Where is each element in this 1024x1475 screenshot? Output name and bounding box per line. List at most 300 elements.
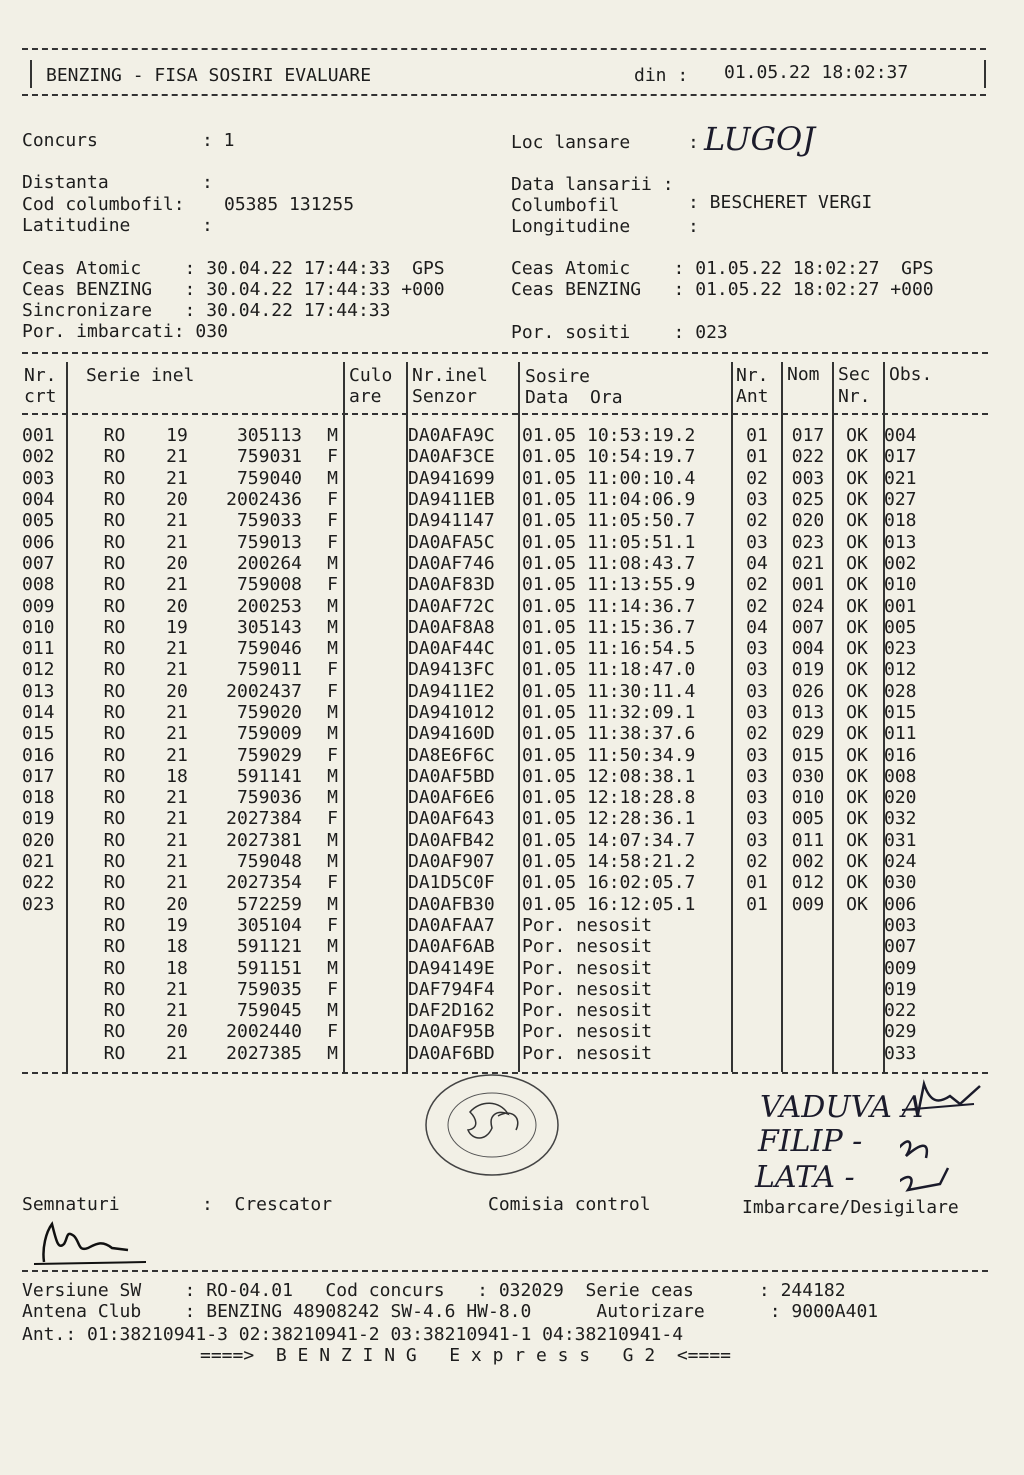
cell-obs: 023	[884, 638, 917, 660]
cell-antenna: 03	[746, 765, 768, 787]
cell-arrival: 01.05 12:08:38.1	[522, 765, 696, 787]
page-title: BENZING - FISA SOSIRI EVALUARE	[46, 65, 372, 86]
cell-color	[344, 787, 404, 808]
cell-nom	[782, 936, 834, 957]
cell-color	[344, 851, 404, 872]
cell-ring: 2027385	[226, 1042, 302, 1064]
cell-obs: 007	[884, 936, 917, 958]
cell-arrival: 01.05 11:50:34.9	[522, 744, 696, 766]
cell-country: RO	[103, 744, 126, 766]
cell-sensor: DA0AFA5C	[408, 531, 495, 553]
cell-nr: 007	[22, 552, 55, 574]
cell-sec: OK	[846, 489, 868, 511]
table-row	[22, 489, 944, 510]
table-row	[22, 979, 944, 1000]
cell-nom: 030	[791, 765, 825, 787]
cell-arrival: 01.05 10:53:19.2	[522, 425, 696, 447]
cell-year: 19	[166, 914, 188, 936]
handwritten-name-2: FILIP -	[758, 1124, 863, 1159]
cell-color	[344, 681, 404, 702]
cell-obs: 010	[884, 574, 917, 596]
cell-sex: M	[327, 595, 338, 617]
cell-sec: OK	[846, 808, 868, 830]
cell-antenna: 03	[746, 531, 768, 553]
cell-country: RO	[103, 914, 126, 936]
cell-sensor: DA0AFA9C	[408, 425, 495, 447]
cell-ring: 2027384	[226, 808, 302, 830]
cell-color	[344, 979, 404, 1000]
cell-arrival: 01.05 11:38:37.6	[522, 723, 696, 745]
cell-sensor: DA94160D	[408, 723, 495, 745]
din-label: din :	[634, 65, 689, 86]
cell-obs: 009	[884, 957, 917, 979]
cell-arrival: 01.05 10:54:19.7	[522, 446, 696, 468]
cell-antenna: 03	[746, 808, 768, 830]
cell-sec: OK	[846, 702, 868, 723]
table-row	[22, 766, 944, 787]
table-row	[22, 659, 944, 680]
cell-ring: 759008	[236, 574, 302, 596]
cell-sensor: DA8E6F6C	[408, 744, 495, 766]
cell-arrival: Por. nesosit	[522, 1042, 653, 1064]
table-row	[22, 681, 944, 702]
loc-label: Loc lansare	[511, 132, 631, 153]
cell-ring: 759035	[236, 978, 302, 1000]
cell-color	[344, 936, 404, 957]
cell-color	[344, 1043, 404, 1064]
cell-nr	[22, 979, 67, 1000]
cell-sex: M	[327, 893, 338, 915]
table-top-rule	[22, 352, 988, 354]
cell-ring: 759011	[236, 659, 302, 681]
cell-sec: OK	[846, 467, 868, 489]
cell-obs: 032	[884, 808, 917, 830]
col-dataora: Data Ora	[525, 387, 623, 408]
cell-sensor: DA0AF6E6	[408, 787, 495, 809]
cell-year: 20	[166, 680, 188, 702]
cell-nr: 011	[22, 638, 55, 660]
cell-obs: 003	[884, 914, 917, 936]
cell-sex: M	[327, 467, 338, 489]
cell-sec: OK	[846, 744, 868, 766]
cell-sex: M	[327, 702, 338, 723]
cell-sex: M	[327, 1042, 338, 1064]
table-row	[22, 468, 944, 489]
cell-arrival: 01.05 11:04:06.9	[522, 489, 696, 511]
cell-sex: M	[327, 851, 338, 873]
cell-color	[344, 830, 404, 851]
cell-arrival: 01.05 11:13:55.9	[522, 574, 696, 596]
cell-nom: 007	[791, 616, 825, 638]
cell-year: 21	[166, 872, 188, 894]
cell-sensor: DA9411EB	[408, 489, 495, 511]
cell-sec: OK	[846, 765, 868, 787]
cell-obs: 022	[884, 1000, 917, 1022]
table-row	[22, 1000, 944, 1021]
cell-sex: M	[327, 787, 338, 809]
cell-antenna	[732, 957, 782, 978]
cell-nr: 021	[22, 851, 55, 873]
cell-sex: F	[327, 872, 338, 894]
cell-year: 19	[166, 616, 188, 638]
sincronizare: Sincronizare : 30.04.22 17:44:33	[22, 300, 391, 321]
cell-arrival: Por. nesosit	[522, 978, 653, 1000]
cell-sex: M	[327, 638, 338, 660]
cell-arrival: 01.05 11:32:09.1	[522, 702, 696, 723]
cell-nr	[22, 1043, 67, 1064]
col-nrinel: Nr.inel	[412, 365, 488, 386]
loc-colon: :	[688, 132, 699, 153]
cell-arrival: 01.05 11:30:11.4	[522, 680, 696, 702]
table-row	[22, 915, 944, 936]
cell-color	[344, 574, 404, 595]
cell-country: RO	[103, 829, 126, 851]
latitudine-value: :	[202, 215, 213, 236]
cell-sensor: DA0AFB42	[408, 829, 495, 851]
cell-nr: 015	[22, 723, 55, 745]
cell-year: 21	[166, 638, 188, 660]
cell-nr	[22, 915, 67, 936]
table-row	[22, 617, 944, 638]
cell-nom: 002	[791, 851, 825, 873]
cell-obs: 019	[884, 978, 917, 1000]
table-row	[22, 957, 944, 978]
col-sec: Sec	[838, 364, 871, 385]
cell-sec: OK	[846, 723, 868, 745]
distanta-value: :	[202, 172, 213, 193]
cod-value: 05385 131255	[224, 194, 355, 215]
cell-arrival: 01.05 11:05:50.7	[522, 510, 696, 532]
footer-line-4: ====> B E N Z I N G E x p r e s s G 2 <====	[200, 1345, 732, 1366]
cell-sec	[834, 936, 880, 957]
cell-sex: M	[327, 616, 338, 638]
footer-rule	[22, 1270, 988, 1272]
cell-sex: F	[327, 744, 338, 766]
col-ant: Ant	[736, 386, 769, 407]
header-right-border	[984, 60, 986, 88]
cell-antenna: 02	[746, 851, 768, 873]
cell-sec: OK	[846, 552, 868, 574]
cell-nom: 009	[791, 893, 825, 915]
table-row	[22, 595, 944, 616]
cell-year: 19	[166, 425, 188, 447]
cell-obs: 017	[884, 446, 917, 468]
ceas-atomic-right: Ceas Atomic : 01.05.22 18:02:27 GPS	[511, 258, 934, 279]
cell-obs: 013	[884, 531, 917, 553]
cell-sensor: DA0AF44C	[408, 638, 495, 660]
cell-sensor: DA0AF6BD	[408, 1042, 495, 1064]
cell-year: 21	[166, 787, 188, 809]
cell-arrival: 01.05 11:14:36.7	[522, 595, 696, 617]
col-secnr: Nr.	[838, 386, 871, 407]
cell-sensor: DA0AFB30	[408, 893, 495, 915]
cell-nr: 017	[22, 765, 55, 787]
cell-sec: OK	[846, 595, 868, 617]
cell-country: RO	[103, 808, 126, 830]
cell-color	[344, 957, 404, 978]
cell-nr: 010	[22, 616, 55, 638]
cell-sec: OK	[846, 446, 868, 468]
cell-color	[344, 723, 404, 744]
columbofil-value: : BESCHERET VERGI	[688, 192, 873, 213]
cell-arrival: 01.05 11:16:54.5	[522, 638, 696, 660]
comisia-label: Comisia control	[488, 1194, 651, 1215]
cell-nr: 006	[22, 531, 55, 553]
cell-nom: 024	[791, 595, 825, 617]
cell-color	[344, 766, 404, 787]
col-senzor: Senzor	[412, 386, 478, 407]
cell-arrival: 01.05 14:58:21.2	[522, 851, 696, 873]
cell-color	[344, 425, 404, 446]
cell-ring: 305104	[236, 914, 302, 936]
cell-color	[344, 553, 404, 574]
cell-sex: M	[327, 957, 338, 979]
cell-country: RO	[103, 552, 126, 574]
cell-nom: 011	[791, 829, 825, 851]
cell-antenna	[732, 1000, 782, 1021]
cell-antenna: 02	[746, 510, 768, 532]
cell-antenna	[732, 936, 782, 957]
table-row	[22, 446, 944, 467]
cell-sensor: DA9411E2	[408, 680, 495, 702]
cell-sex: F	[327, 531, 338, 553]
cell-sex: F	[327, 489, 338, 511]
cell-ring: 759009	[236, 723, 302, 745]
cell-antenna: 03	[746, 638, 768, 660]
cell-antenna: 01	[746, 446, 768, 468]
por-imbarcati: Por. imbarcati: 030	[22, 321, 228, 342]
cell-country: RO	[103, 957, 126, 979]
table-row	[22, 1043, 944, 1064]
cell-arrival: Por. nesosit	[522, 936, 653, 958]
cell-color	[344, 894, 404, 915]
cell-ring: 572259	[236, 893, 302, 915]
cell-year: 20	[166, 489, 188, 511]
cell-year: 21	[166, 723, 188, 745]
cell-obs: 033	[884, 1042, 917, 1064]
cell-antenna	[732, 1021, 782, 1042]
cell-color	[344, 617, 404, 638]
cell-obs: 011	[884, 723, 917, 745]
cell-ring: 2027354	[226, 872, 302, 894]
cell-antenna: 02	[746, 574, 768, 596]
cell-country: RO	[103, 936, 126, 958]
cell-ring: 2002440	[226, 1021, 302, 1043]
cell-sec: OK	[846, 574, 868, 596]
cell-arrival: 01.05 11:05:51.1	[522, 531, 696, 553]
cell-nr: 018	[22, 787, 55, 809]
cell-nom: 013	[791, 702, 825, 723]
cell-ring: 591121	[236, 936, 302, 958]
cell-sensor: DA941147	[408, 510, 495, 532]
cell-sec: OK	[846, 638, 868, 660]
cell-ring: 305143	[236, 616, 302, 638]
cell-sensor: DA0AF8A8	[408, 616, 495, 638]
cell-nr: 004	[22, 489, 55, 511]
loc-value-handwritten: LUGOJ	[704, 120, 816, 158]
cell-year: 21	[166, 744, 188, 766]
cell-nom: 017	[791, 425, 825, 447]
cell-sensor: DA0AF6AB	[408, 936, 495, 958]
cell-antenna: 02	[746, 467, 768, 489]
cell-nom	[782, 1000, 834, 1021]
cell-arrival: 01.05 14:07:34.7	[522, 829, 696, 851]
cell-nr: 016	[22, 744, 55, 766]
table-row	[22, 702, 944, 723]
cell-nr: 020	[22, 829, 55, 851]
footer-line-1: Versiune SW : RO-04.01 Cod concurs : 032029 Serie ceas : 244182	[22, 1280, 846, 1301]
cell-sensor: DA0AF72C	[408, 595, 495, 617]
table-row	[22, 574, 944, 595]
cell-color	[344, 638, 404, 659]
cell-sec: OK	[846, 893, 868, 915]
cell-sex: F	[327, 659, 338, 681]
cell-sec: OK	[846, 872, 868, 894]
table-row	[22, 531, 944, 552]
longitudine-value: :	[688, 216, 699, 237]
cell-sec: OK	[846, 787, 868, 809]
cell-antenna: 03	[746, 744, 768, 766]
table-row	[22, 936, 944, 957]
data-lansarii-label: Data lansarii :	[511, 174, 674, 195]
col-serie: Serie inel	[86, 365, 195, 386]
cell-nr: 012	[22, 659, 55, 681]
cell-antenna: 04	[746, 552, 768, 574]
cell-sex: F	[327, 574, 338, 596]
table-row	[22, 723, 944, 744]
cell-country: RO	[103, 425, 126, 447]
col-nom: Nom	[787, 364, 820, 385]
cell-sex: M	[327, 552, 338, 574]
cell-sex: M	[327, 765, 338, 787]
cell-arrival: 01.05 16:02:05.7	[522, 872, 696, 894]
table-row	[22, 830, 944, 851]
cell-country: RO	[103, 765, 126, 787]
footer-line-2: Antena Club : BENZING 48908242 SW-4.6 HW-8.0 Autorizare : 9000A401	[22, 1301, 879, 1322]
cell-sensor: DA9413FC	[408, 659, 495, 681]
cell-obs: 024	[884, 851, 917, 873]
cell-nom: 001	[791, 574, 825, 596]
cell-nr: 022	[22, 872, 55, 894]
table-row	[22, 787, 944, 808]
cell-ring: 200253	[236, 595, 302, 617]
cell-sec	[834, 1021, 880, 1042]
cell-nom: 025	[791, 489, 825, 511]
cell-nr	[22, 957, 67, 978]
table-row	[22, 1021, 944, 1042]
table-header-rule	[22, 413, 988, 415]
cell-arrival: 01.05 12:28:36.1	[522, 808, 696, 830]
col-are: are	[349, 386, 382, 407]
cell-obs: 006	[884, 893, 917, 915]
cell-obs: 028	[884, 680, 917, 702]
cell-ring: 759033	[236, 510, 302, 532]
cell-antenna: 01	[746, 872, 768, 894]
cell-nr	[22, 1000, 67, 1021]
cell-country: RO	[103, 489, 126, 511]
din-value: 01.05.22 18:02:37	[724, 62, 909, 83]
cell-year: 21	[166, 467, 188, 489]
distanta-label: Distanta	[22, 172, 109, 193]
cell-color	[344, 659, 404, 680]
cell-color	[344, 468, 404, 489]
cell-year: 21	[166, 851, 188, 873]
cell-sec: OK	[846, 616, 868, 638]
cell-country: RO	[103, 446, 126, 468]
cell-year: 18	[166, 765, 188, 787]
cell-arrival: 01.05 11:00:10.4	[522, 467, 696, 489]
cell-country: RO	[103, 1042, 126, 1064]
cell-sex: M	[327, 936, 338, 958]
imbarcare-label: Imbarcare/Desigilare	[742, 1197, 959, 1218]
cell-antenna: 03	[746, 787, 768, 809]
cell-ring: 759046	[236, 638, 302, 660]
cell-nr: 009	[22, 595, 55, 617]
cell-ring: 200264	[236, 552, 302, 574]
cell-nom: 022	[791, 446, 825, 468]
cell-arrival: 01.05 16:12:05.1	[522, 893, 696, 915]
table-row	[22, 744, 944, 765]
cell-obs: 018	[884, 510, 917, 532]
cell-year: 21	[166, 808, 188, 830]
cell-arrival: 01.05 12:18:28.8	[522, 787, 696, 809]
cell-ring: 2002437	[226, 680, 302, 702]
cell-sensor: DA0AF746	[408, 552, 495, 574]
cell-antenna	[732, 979, 782, 1000]
cell-antenna: 03	[746, 702, 768, 723]
cell-antenna	[732, 915, 782, 936]
cell-arrival: Por. nesosit	[522, 1000, 653, 1022]
table-row	[22, 808, 944, 829]
cell-ring: 591151	[236, 957, 302, 979]
cell-ring: 305113	[236, 425, 302, 447]
cell-antenna: 03	[746, 680, 768, 702]
col-crt: crt	[24, 386, 57, 407]
cell-obs: 029	[884, 1021, 917, 1043]
cell-sex: F	[327, 914, 338, 936]
latitudine-label: Latitudine	[22, 215, 131, 236]
cell-country: RO	[103, 531, 126, 553]
cell-ring: 759020	[236, 702, 302, 723]
cell-sec	[834, 1043, 880, 1064]
cell-year: 21	[166, 446, 188, 468]
cell-ring: 759040	[236, 467, 302, 489]
table-row	[22, 638, 944, 659]
cell-nom	[782, 1021, 834, 1042]
cell-antenna: 03	[746, 829, 768, 851]
cell-obs: 008	[884, 765, 917, 787]
cell-color	[344, 510, 404, 531]
cell-nom: 020	[791, 510, 825, 532]
cell-year: 21	[166, 702, 188, 723]
cell-nom: 019	[791, 659, 825, 681]
association-stamp-icon	[420, 1070, 565, 1180]
cell-sensor: DA0AF643	[408, 808, 495, 830]
cell-nom	[782, 979, 834, 1000]
cell-color	[344, 702, 404, 723]
cell-sec: OK	[846, 851, 868, 873]
cell-ring: 759031	[236, 446, 302, 468]
cell-antenna: 01	[746, 893, 768, 915]
cell-year: 21	[166, 1000, 188, 1022]
cell-obs: 005	[884, 616, 917, 638]
cell-nom	[782, 915, 834, 936]
header-top-rule	[22, 48, 986, 50]
cell-color	[344, 489, 404, 510]
cell-year: 20	[166, 1021, 188, 1043]
cell-country: RO	[103, 595, 126, 617]
cell-sensor: DAF794F4	[408, 978, 495, 1000]
